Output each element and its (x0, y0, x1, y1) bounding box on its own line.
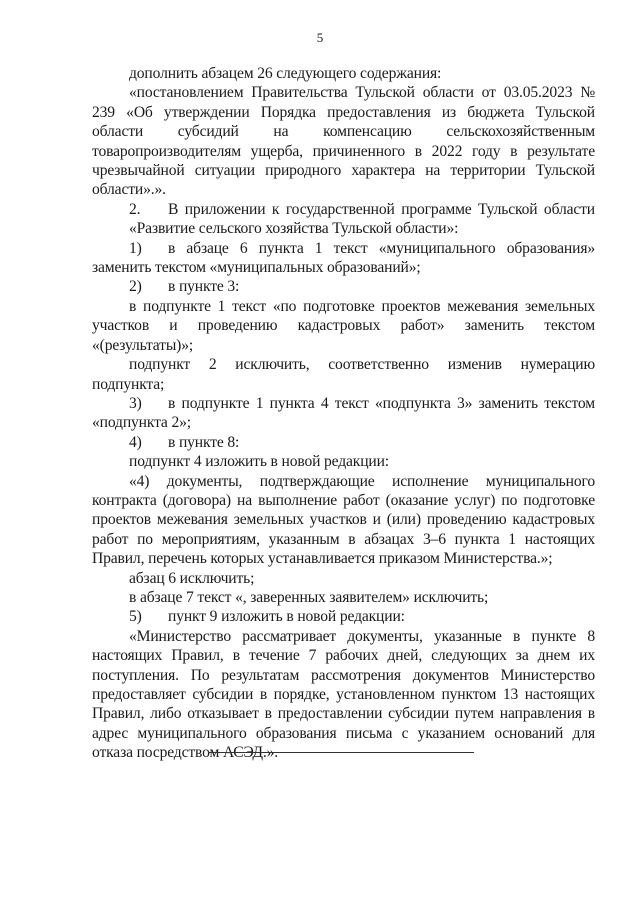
subitem-5-text: пункт 9 изложить в новой редакции: (168, 608, 405, 626)
paragraph-point-9-quote: «Министерство рассматривает документы, указанные в пункте 8 настоящих Правил, в течение 7 рабочих дней, следующих за днем их поступления. По результатам рассмотрения документов Министерство предоставляет субсидии в порядке, установленном пунктом 13 настоящих Правил, либо отказывает в предоставлении субсидии путем направления в адрес муниципального образования письма с указанием оснований для отказа посредством АСЭД.». (92, 627, 595, 762)
subitem-3-continuation: «подпункта 2»; (92, 414, 191, 432)
numbered-item-2-text (129, 200, 595, 239)
page-number: 5 (316, 30, 324, 45)
paragraph-abzac-6-exclude: абзац 6 исключить; (129, 569, 255, 587)
subitem-1 (92, 239, 595, 258)
paragraph-subpoint-1: в подпункте 1 текст «по подготовке проектов межевания земельных участков и проведению кадастровых работ» заменить текстом «(результаты)»; (92, 297, 595, 354)
subitem-1-marker: 1) (129, 239, 142, 257)
subitem-1-first-text: в абзаце 6 пункта 1 текст «муниципального образования» (168, 239, 595, 257)
subitem-3 (92, 394, 595, 413)
subitem-4-text: в пункте 8: (168, 433, 240, 451)
subitem-2-text: в пункте 3: (168, 278, 240, 296)
paragraph-abzac-7-text: в абзаце 7 текст «, заверенных заявителем» исключить; (129, 588, 489, 606)
paragraph-subpoint-2-exclude: подпункт 2 исключить, соответственно изменив нумерацию подпункта; (92, 356, 595, 393)
subitem-4 (92, 433, 595, 452)
subitem-2-marker: 2) (129, 278, 142, 296)
paragraph-resolution-quote: «постановлением Правительства Тульской области от 03.05.2023 № 239 «Об утверждении Порядка предоставления из бюджета Тульской области субсидий на компенсацию сельскохозяйственным товаропроизводителям ущерба, причиненного в 2022 году в результате чрезвычайной ситуации природного характера на территории Тульской области».». (92, 84, 595, 199)
subitem-3-first-text: в подпункте 1 пункта 4 текст «подпункта 3» заменить текстом (168, 394, 595, 412)
numbered-item-2-marker: 2. (129, 200, 141, 218)
paragraph-subpoint-4-quote: «4) документы, подтверждающие исполнение муниципального контракта (договора) на выполнение работ (оказание услуг) по подготовке проектов межевания земельных участков и (или) проведению кадастровых работ по мероприятиям, указанным в абзацах 3–6 пункта 1 настоящих Правил, перечень которых устанавливается приказом Министерства.»; (92, 472, 595, 568)
subitem-2 (92, 277, 595, 296)
numbered-item-2 (92, 200, 595, 239)
subitem-1-first-line (129, 239, 595, 258)
subitem-5-marker: 5) (129, 608, 142, 626)
subitem-1-continuation: заменить текстом «муниципальных образований»; (92, 259, 421, 277)
subitem-3-first-line (129, 394, 595, 413)
subitem-5 (92, 607, 595, 626)
subitem-4-marker: 4) (129, 433, 142, 451)
end-of-document-rule (208, 752, 474, 753)
numbered-item-2-body: В приложении к государственной программе Тульской области «Развитие сельского хозяйства Тульской области»: (129, 200, 595, 238)
paragraph-add-abzac: дополнить абзацем 26 следующего содержания: (129, 65, 442, 82)
paragraph-subpoint-4-new: подпункт 4 изложить в новой редакции: (129, 453, 389, 471)
document-body (92, 64, 595, 763)
subitem-3-marker: 3) (129, 394, 142, 412)
